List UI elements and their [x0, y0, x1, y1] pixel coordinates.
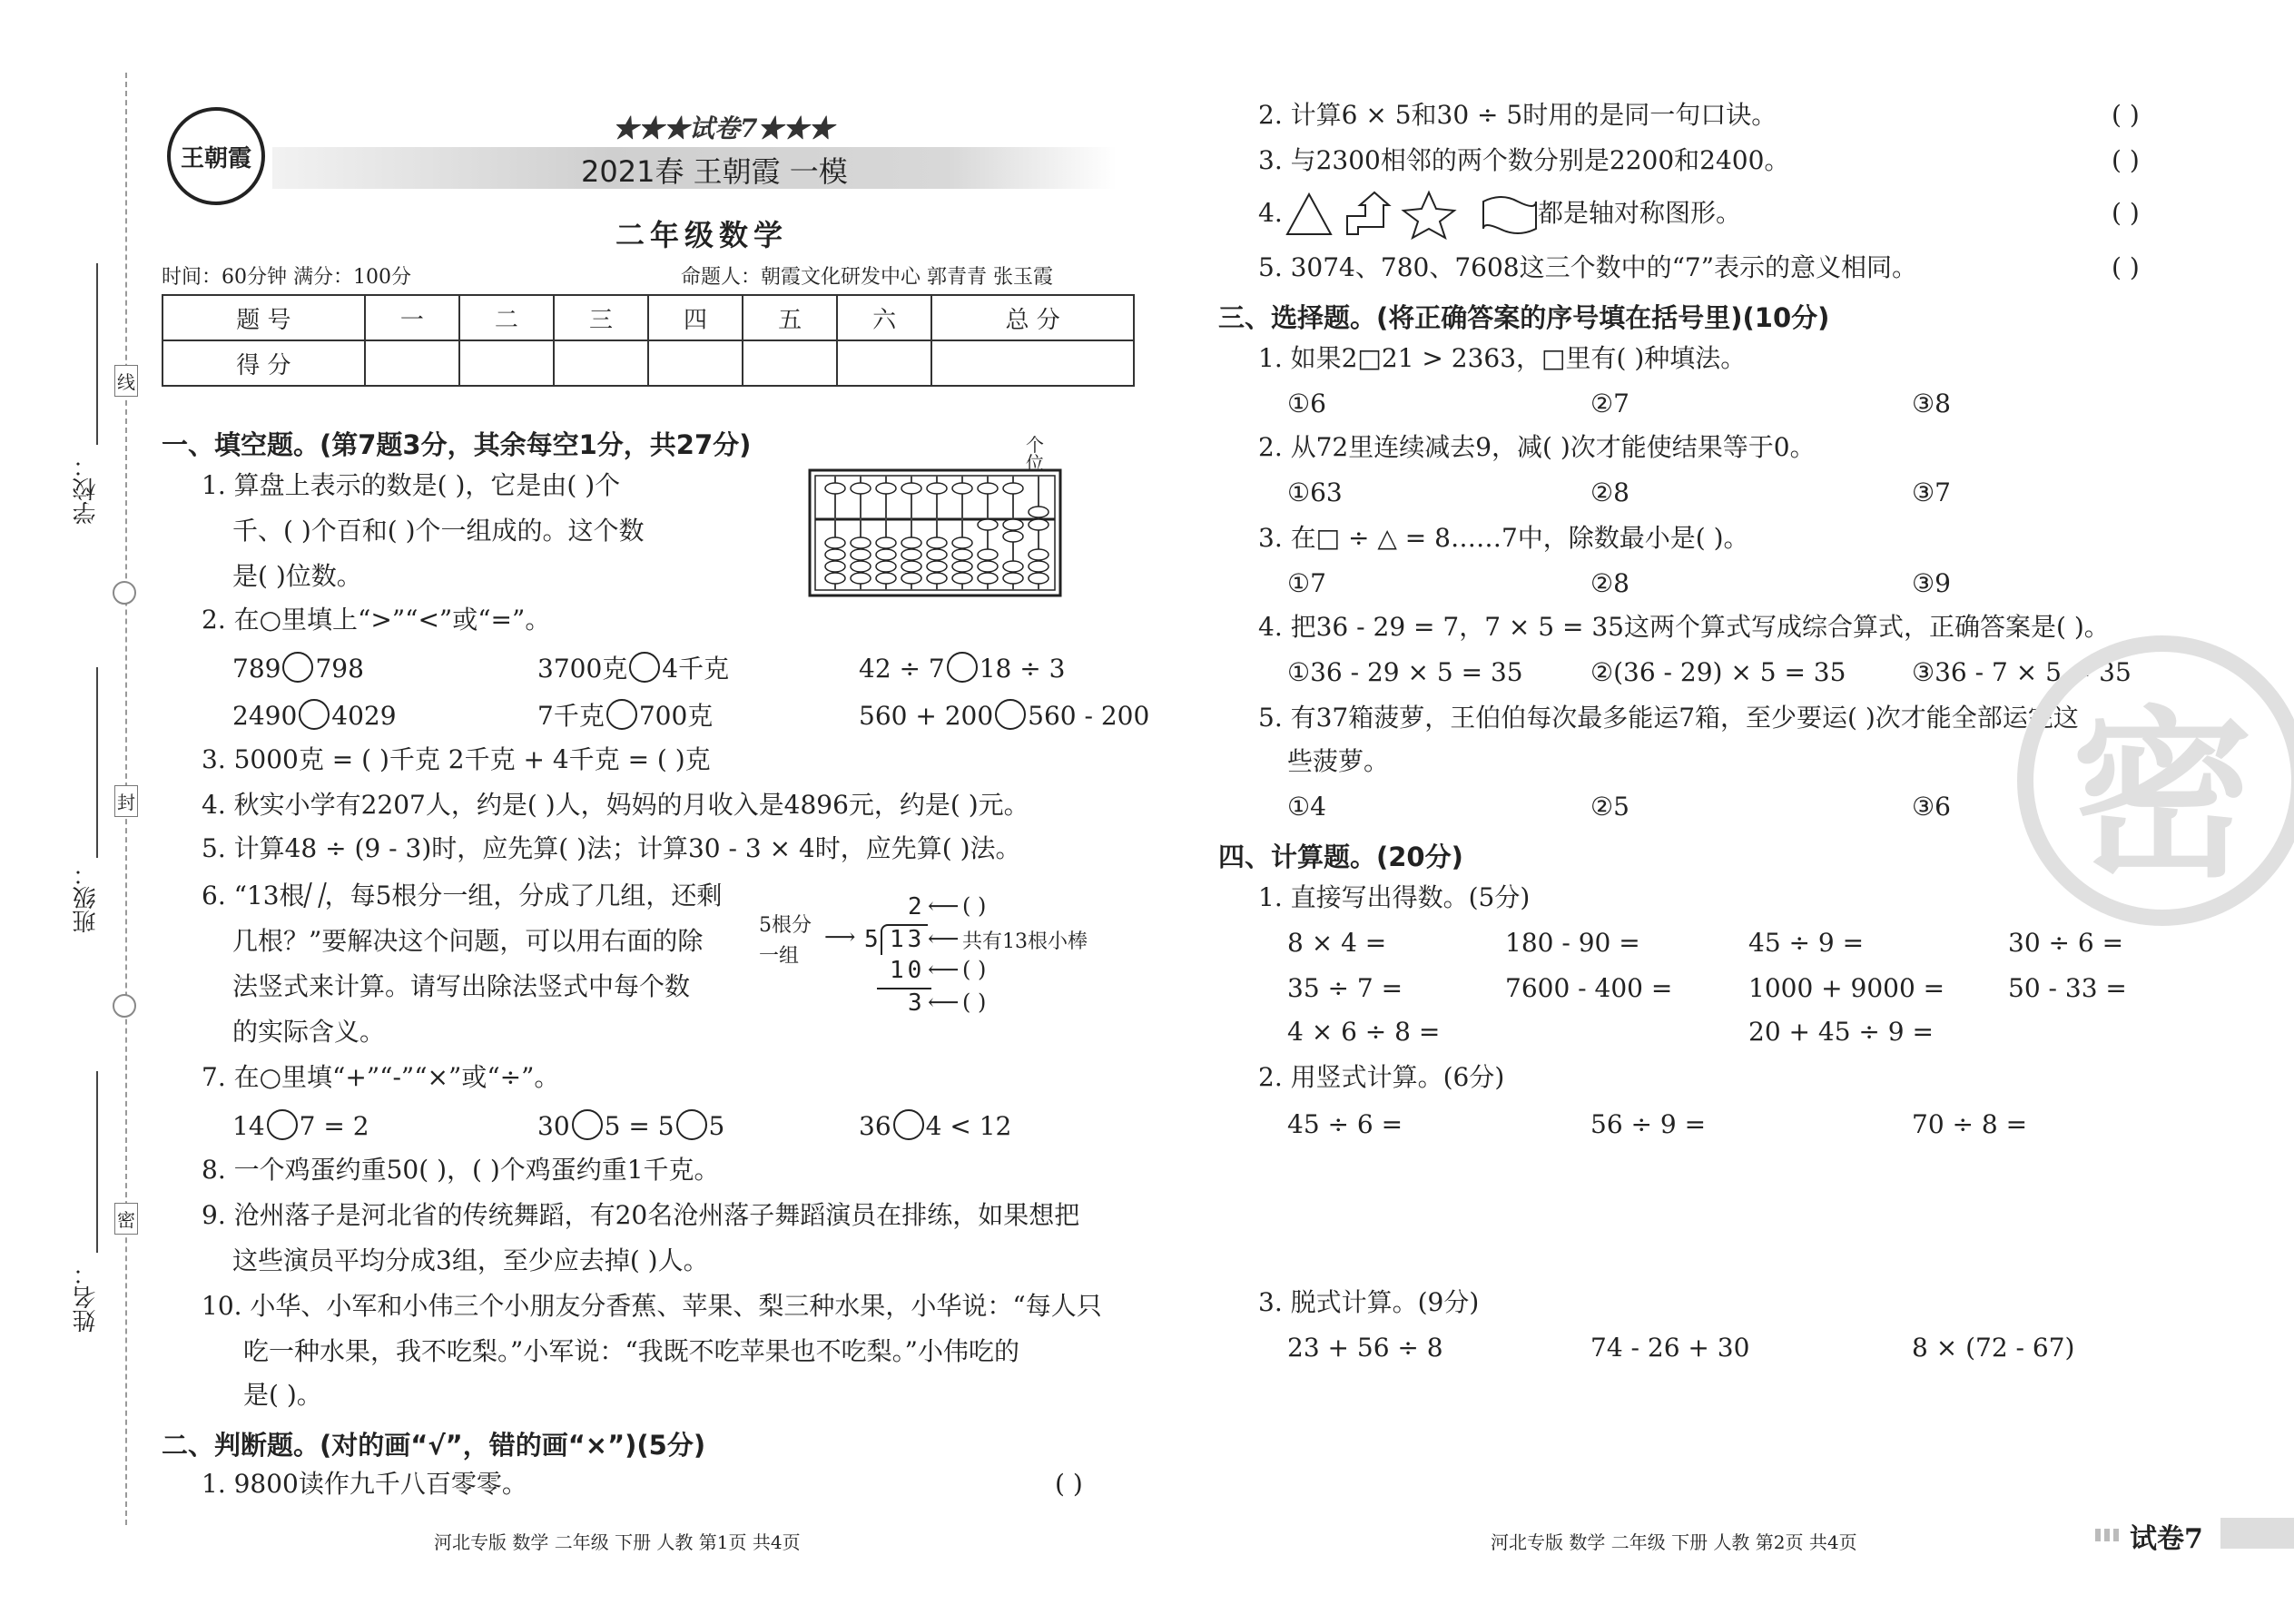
answer-circle[interactable]: [947, 652, 978, 683]
answer-circle[interactable]: [676, 1109, 707, 1140]
calc-item: 4 × 6 ÷ 8 =: [1287, 1017, 1441, 1047]
vertical-calc-item: 56 ÷ 9 =: [1590, 1109, 1707, 1139]
abacus-icon: [808, 468, 1062, 597]
logo-text: 王朝霞: [180, 144, 251, 172]
s1-q5: 5. 计算48 ÷ (9 - 3)时，应先算( )法；计算30 - 3 × 4时，应先算( )法。: [202, 833, 1021, 863]
score-input-cell[interactable]: [459, 340, 554, 386]
answer-circle[interactable]: [995, 699, 1026, 730]
calc-item: 7600 - 400 =: [1505, 973, 1673, 1003]
footer-pattern: [2095, 1529, 2122, 1541]
judge-answer-3[interactable]: ( ): [2112, 145, 2140, 175]
answer-circle[interactable]: [629, 652, 660, 683]
choice-option[interactable]: ①7: [1287, 568, 1326, 598]
flag-icon: [1483, 197, 1536, 233]
choice-option[interactable]: ①6: [1287, 389, 1326, 418]
answer-circle[interactable]: [299, 699, 330, 730]
choice-option[interactable]: ②8: [1590, 477, 1629, 507]
answer-circle[interactable]: [267, 1109, 298, 1140]
score-cell: 六: [837, 295, 931, 340]
authors: 命题人：朝霞文化研发中心 郭青青 张玉霞: [681, 266, 1053, 289]
choice-option[interactable]: ②8: [1590, 568, 1629, 598]
div-blank[interactable]: ( ): [962, 957, 987, 982]
judge-answer-5[interactable]: ( ): [2112, 252, 2140, 282]
s1-q6-line4: 的实际含义。: [232, 1017, 386, 1047]
s1-q4: 4. 秋实小学有2207人，约是( )人，妈妈的月收入是4896元，约是( )元。: [202, 790, 1029, 820]
calc-part1: 1. 直接写出得数。(5分): [1258, 882, 1531, 912]
calc-item: 35 ÷ 7 =: [1287, 973, 1403, 1003]
watermark-seal: [2017, 635, 2294, 926]
div-blank[interactable]: ( ): [962, 893, 987, 919]
div-note: 共有13根小棒: [962, 930, 1088, 953]
choice-option[interactable]: ②(36 - 29) × 5 = 35: [1590, 657, 1846, 687]
compare-item: 3700克 4千克: [537, 654, 730, 684]
choice-option[interactable]: ②7: [1590, 389, 1629, 418]
exam-number: ★★★试卷7★★★: [613, 113, 834, 143]
score-cell: 题 号: [162, 295, 365, 340]
step-calc-item: 8 × (72 - 67): [1912, 1333, 2075, 1363]
score-value-row: [162, 340, 1134, 386]
triangle-icon: [1287, 194, 1331, 234]
footer-right: 河北专版 数学 二年级 下册 人教 第2页 共4页: [1491, 1531, 1857, 1553]
calc-item: 8 × 4 =: [1287, 928, 1387, 958]
s1-q9-line1: 9. 沧州落子是河北省的传统舞蹈，有20名沧州落子舞蹈演员在排练，如果想把: [202, 1200, 1080, 1230]
vertical-calc-item: 45 ÷ 6 =: [1287, 1109, 1403, 1139]
operator-item: 14 7 = 2: [232, 1111, 369, 1141]
choice-q5-line1: 5. 有37箱菠萝，王伯伯每次最多能运7箱，至少要运( )次才能全部运完这: [1258, 703, 2079, 733]
calc-item: 50 - 33 =: [2008, 973, 2127, 1003]
choice-option[interactable]: ③36 - 7 × 5 = 35: [1912, 657, 2132, 687]
binding-mark-seal: 封: [114, 785, 138, 817]
answer-circle[interactable]: [572, 1109, 603, 1140]
binding-knot-icon: [113, 994, 136, 1018]
footer-tab: [2220, 1518, 2294, 1549]
s1-q10-line1: 10. 小华、小军和小伟三个小朋友分香蕉、苹果、梨三种水果，小华说：“每人只: [202, 1291, 1102, 1321]
arrow-left-icon: ⟵: [928, 989, 960, 1015]
choice-option[interactable]: ①36 - 29 × 5 = 35: [1287, 657, 1523, 687]
judge-answer-2[interactable]: ( ): [2112, 100, 2140, 130]
div-dividend: 13: [890, 926, 926, 953]
section4-title: 四、计算题。(20分): [1218, 842, 1463, 872]
score-cell: 二: [459, 295, 554, 340]
operator-item: 36 4 < 12: [859, 1111, 1012, 1141]
score-cell: 三: [554, 295, 648, 340]
div-label-2: 一组: [759, 945, 800, 968]
footer-left: 河北专版 数学 二年级 下册 人教 第1页 共4页: [434, 1531, 801, 1553]
choice-option[interactable]: ③7: [1912, 477, 1951, 507]
s1-q7: 7. 在○里填“+”“-”“×”或“÷”。: [202, 1062, 560, 1092]
binding-knot-icon: [113, 581, 136, 605]
step-calc-item: 23 + 56 ÷ 8: [1287, 1333, 1443, 1363]
s1-q1-line2: 千、( )个百和( )个一组成的。这个数: [232, 516, 645, 546]
score-cell: 五: [743, 295, 837, 340]
answer-circle[interactable]: [606, 699, 637, 730]
arrow-left-icon: ⟵: [928, 893, 960, 919]
s1-q1-line1: 1. 算盘上表示的数是( )，它是由( )个: [202, 470, 621, 500]
exam-title: 2021春 王朝霞 一模: [581, 154, 848, 189]
section2-title: 二、判断题。(对的画“√”，错的画“×”)(5分): [162, 1430, 706, 1461]
stick-icon: [303, 882, 327, 908]
binding-mark-secret: 密: [114, 1203, 138, 1235]
choice-q1: 1. 如果2□21 > 2363，□里有( )种填法。: [1258, 343, 1747, 373]
arrow-left-icon: ⟵: [928, 957, 960, 982]
score-cell: 得 分: [162, 340, 365, 386]
judge-answer-4[interactable]: ( ): [2112, 198, 2140, 228]
s1-q10-line2: 吃一种水果，我不吃梨。”小军说：“我既不吃苹果也不吃梨。”小伟吃的: [243, 1336, 1019, 1366]
choice-option[interactable]: ②5: [1590, 792, 1629, 822]
compare-item: 7千克 700克: [537, 701, 714, 731]
calc-item: 180 - 90 =: [1505, 928, 1640, 958]
score-input-cell[interactable]: [648, 340, 743, 386]
judge-item-4-text: 都是轴对称图形。: [1538, 198, 1742, 228]
choice-option[interactable]: ①63: [1287, 477, 1343, 507]
s1-q9-line2: 这些演员平均分成3组，至少应去掉( )人。: [232, 1245, 709, 1275]
binding-mark-line: 线: [114, 365, 138, 397]
choice-option[interactable]: ③6: [1912, 792, 1951, 822]
choice-q2: 2. 从72里连续减去9，减( )次才能使结果等于0。: [1258, 432, 1816, 462]
name-label: 姓名：: [73, 1262, 100, 1333]
choice-option[interactable]: ③9: [1912, 568, 1951, 598]
calc-item: 30 ÷ 6 =: [2008, 928, 2124, 958]
div-remainder: 3: [908, 989, 922, 1017]
score-input-cell[interactable]: [743, 340, 837, 386]
div-label-1: 5根分: [759, 914, 812, 937]
calc-part2: 2. 用竖式计算。(6分): [1258, 1062, 1505, 1092]
div-blank[interactable]: ( ): [962, 989, 987, 1015]
score-table: [162, 294, 1135, 387]
s1-q3: 3. 5000克 = ( )千克 2千克 + 4千克 = ( )克: [202, 744, 711, 774]
operator-item: 30 5 = 5 5: [537, 1111, 725, 1141]
s1-q6-line3: 法竖式来计算。请写出除法竖式中每个数: [232, 971, 691, 1001]
div-product: 10: [890, 957, 926, 984]
star-icon: [1403, 192, 1454, 238]
score-input-cell[interactable]: [554, 340, 648, 386]
arrow-right-icon: ⟶: [824, 924, 856, 950]
s1-q6-line2: 几根？”要解决这个问题，可以用右面的除: [232, 926, 704, 956]
calc-part3: 3. 脱式计算。(9分): [1258, 1287, 1480, 1317]
logo-emblem: [167, 107, 265, 205]
answer-circle[interactable]: [893, 1109, 924, 1140]
choice-q3: 3. 在□ ÷ △ = 8……7中，除数最小是( )。: [1258, 523, 1749, 553]
compare-item: 42 ÷ 7 18 ÷ 3: [859, 654, 1066, 684]
footer-badge: 试卷7: [2130, 1523, 2203, 1555]
choice-q5-line2: 些菠萝。: [1287, 746, 1390, 776]
judge-item-3: 3. 与2300相邻的两个数分别是2200和2400。: [1258, 145, 1790, 175]
score-cell: 四: [648, 295, 743, 340]
section3-title: 三、选择题。(将正确答案的序号填在括号里)(10分): [1218, 302, 1830, 333]
compare-item: 560 + 200 560 - 200: [859, 701, 1150, 731]
div-quotient: 2: [908, 893, 922, 920]
subject-title: 二年级数学: [615, 218, 789, 252]
score-input-cell[interactable]: [931, 340, 1134, 386]
score-input-cell[interactable]: [837, 340, 931, 386]
choice-option[interactable]: ③8: [1912, 389, 1951, 418]
calc-item: 1000 + 9000 =: [1748, 973, 1945, 1003]
score-cell: 一: [365, 295, 459, 340]
vertical-calc-item: 70 ÷ 8 =: [1912, 1109, 2028, 1139]
calc-item: 45 ÷ 9 =: [1748, 928, 1865, 958]
judge-answer-1[interactable]: ( ): [1055, 1469, 1083, 1499]
answer-circle[interactable]: [282, 652, 313, 683]
div-divisor: 5: [864, 926, 879, 953]
class-label: 班级：: [73, 862, 100, 933]
shapes-figure: [1284, 189, 1538, 240]
s1-q1-line3: 是( )位数。: [232, 561, 362, 591]
arrow-left-icon: ⟵: [928, 926, 960, 951]
step-calc-item: 74 - 26 + 30: [1590, 1333, 1750, 1363]
choice-option[interactable]: ①4: [1287, 792, 1326, 822]
section1-title: 一、填空题。(第7题3分，其余每空1分，共27分): [162, 429, 752, 460]
bent-arrow-icon: [1347, 192, 1389, 234]
calc-item: 20 + 45 ÷ 9 =: [1748, 1017, 1934, 1047]
time-info: 时间：60分钟 满分：100分: [162, 266, 411, 289]
judge-item-4-number: 4.: [1258, 198, 1283, 228]
division-line: [877, 988, 931, 989]
judge-item-5: 5. 3074、780、7608这三个数中的“7”表示的意义相同。: [1258, 252, 1918, 282]
s1-q10-line3: 是( )。: [243, 1380, 322, 1410]
choice-q4: 4. 把36 - 29 = 7，7 × 5 = 35这两个算式写成综合算式，正确答案是( )。: [1258, 612, 2110, 642]
school-label: 学校：: [73, 454, 100, 525]
score-header-row: [162, 295, 1134, 340]
judge-item-2: 2. 计算6 × 5和30 ÷ 5时用的是同一句口诀。: [1258, 100, 1777, 130]
s1-q8: 8. 一个鸡蛋约重50( )，( )个鸡蛋约重1千克。: [202, 1155, 720, 1185]
score-cell: 总 分: [931, 295, 1134, 340]
score-input-cell[interactable]: [365, 340, 459, 386]
compare-item: 2490 4029: [232, 701, 397, 731]
abacus-label: 个位: [1026, 434, 1044, 474]
judge-item-1: 1. 9800读作九千八百零零。: [202, 1469, 527, 1499]
compare-item: 789 798: [232, 654, 364, 684]
s1-q6-line1: 6. “13根 ，每5根分一组，分成了几组，还剩: [202, 881, 723, 910]
watermark-text: 密: [2071, 690, 2253, 902]
s1-q2: 2. 在○里填上“>”“<”或“=”。: [202, 605, 551, 635]
